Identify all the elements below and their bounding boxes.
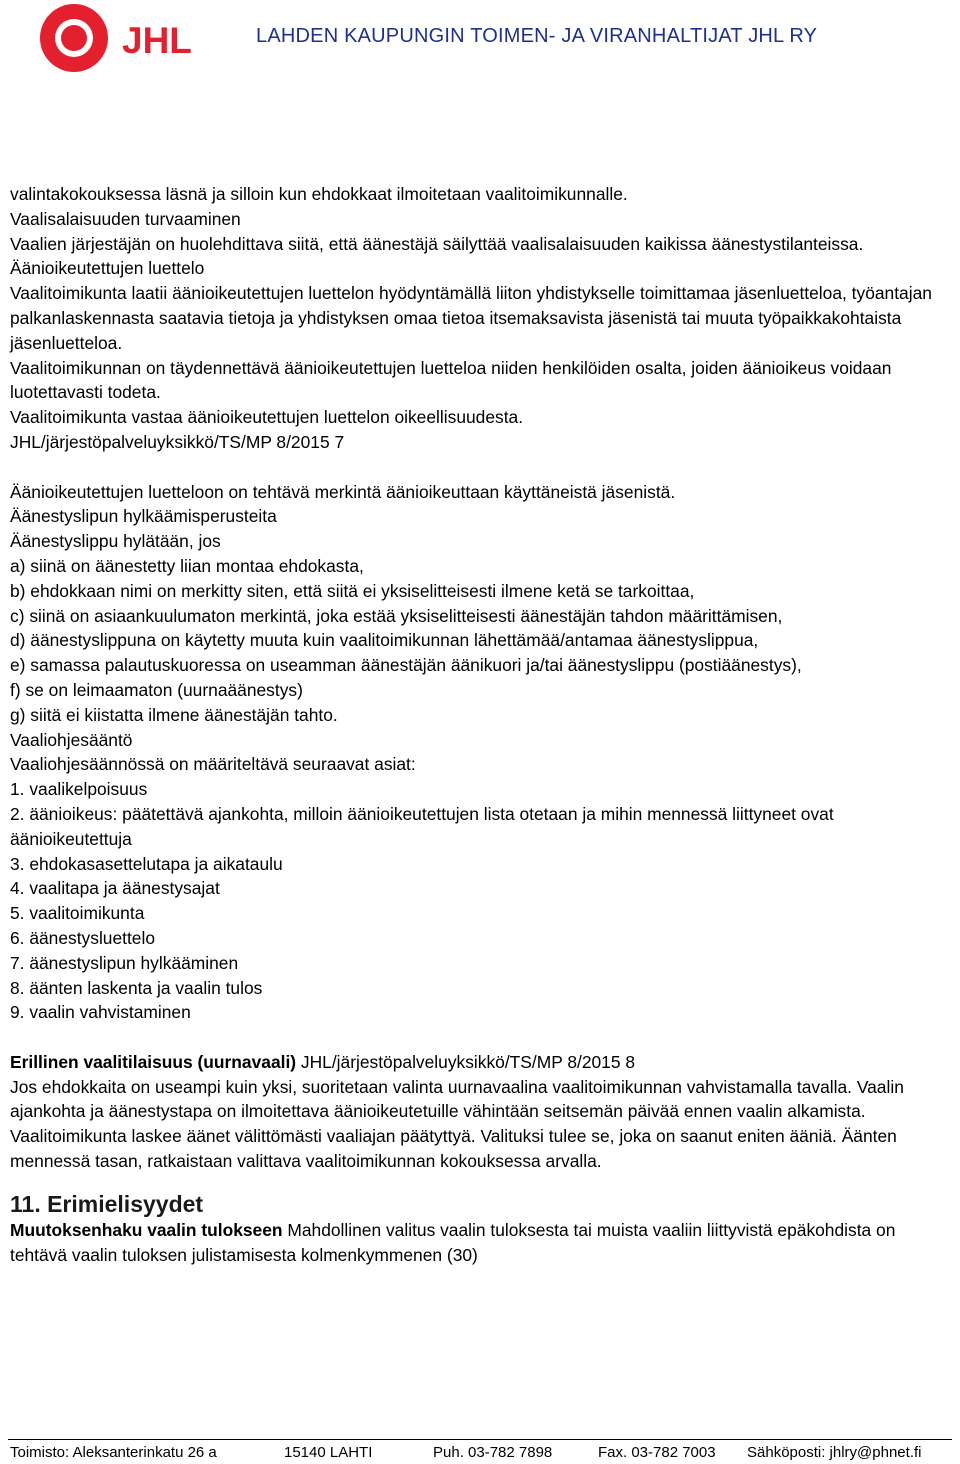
footer-fax: Fax. 03-782 7003 [598,1444,716,1461]
subheading: Äänestyslipun hylkäämisperusteita [10,506,277,527]
logo-text: JHL [122,20,192,61]
paragraph: Vaaliohjesäännössä on määriteltävä seuraavat asiat: [10,754,416,775]
page-header [0,0,960,80]
paragraph: Vaalitoimikunta laatii äänioikeutettujen luettelon hyödyntämällä liiton yhdistykselle toimittamaa jäsenluetteloa, työantajan palkanlaskennasta saatavia tietoja ja yhdistyksen omaa tietoa itsemaksavista jäsenistä tai muuta työpaikkakohtaista jäsenluetteloa. [10,283,932,353]
list-item: e) samassa palautuskuoressa on useamman äänestäjän äänikuori ja/tai äänestyslippu (postiäänestys), [10,655,802,676]
list-item: 9. vaalin vahvistaminen [10,1002,191,1023]
subheading: Äänioikeutettujen luettelo [10,258,205,279]
paragraph: Vaalien järjestäjän on huolehdittava siitä, että äänestäjä säilyttää vaalisalaisuuden kaikissa äänestystilanteissa. [10,233,864,254]
list-item: f) se on leimaamaton (uurnaäänestys) [10,679,303,700]
list-item: 6. äänestysluettelo [10,927,156,948]
list-item: a) siinä on äänestetty liian montaa ehdokasta, [10,555,364,576]
paragraph: Äänestyslippu hylätään, jos [10,531,221,552]
section-heading: 11. Erimielisyydet [10,1190,204,1217]
footer-postal: 15140 LAHTI [284,1444,373,1461]
list-item: 7. äänestyslipun hylkääminen [10,952,239,973]
separate-vote-title: Erillinen vaalitilaisuus (uurnavaali) [10,1051,297,1072]
list-item: 8. äänten laskenta ja vaalin tulos [10,977,263,998]
paragraph: Äänioikeutettujen luetteloon on tehtävä merkintä äänioikeuttaan käyttäneistä jäsenistä. [10,481,676,502]
subheading: Vaaliohjesääntö [10,729,133,750]
list-item: d) äänestyslippuna on käytetty muuta kuin vaalitoimikunnan lähettämää/antamaa äänestyslippua, [10,630,759,651]
paragraph: valintakokouksessa läsnä ja silloin kun ehdokkaat ilmoitetaan vaalitoimikunnalle. [10,184,628,204]
separate-vote-heading [10,1050,952,1075]
list-item: 1. vaalikelpoisuus [10,779,148,800]
appeal-text: Mahdollinen valitus vaalin tuloksesta tai muista vaaliin liittyvistä epäkohdista on tehtävä vaalin tuloksen julistamisesta kolmenkymmenen (30) [10,1219,896,1265]
document-body [10,182,952,1267]
paragraph: Vaalitoimikunta vastaa äänioikeutettujen luettelon oikeellisuudesta. [10,407,524,428]
appeal-title: Muutoksenhaku vaalin tulokseen [10,1219,283,1240]
paragraph: Jos ehdokkaita on useampi kuin yksi, suoritetaan valinta uurnavaalina vaalitoimikunnan vahvistamalla tavalla. Vaalin ajankohta ja äänestystapa on ilmoitettava äänioikeutetuille vähintään seitsemän päivää ennen vaalin alkamista. [10,1076,904,1122]
subheading: Vaalisalaisuuden turvaaminen [10,208,241,229]
list-item: 3. ehdokasasettelutapa ja aikataulu [10,853,283,874]
paragraph: Vaalitoimikunta laskee äänet välittömästi vaaliajan päätyttyä. Valituksi tulee se, joka on saanut eniten ääniä. Äänten mennessä tasan, ratkaistaan valittava vaalitoimikunnan kokouksessa arvalla. [10,1126,897,1172]
list-item: c) siinä on asiaankuulumaton merkintä, joka estää yksiselitteisesti äänestäjän tahdon määrittämisen, [10,605,783,626]
footer-divider [8,1439,952,1440]
footer-email: Sähköposti: jhlry@phnet.fi [747,1444,922,1461]
page-reference: JHL/järjestöpalveluyksikkö/TS/MP 8/2015 7 [10,431,345,452]
organization-name: LAHDEN KAUPUNGIN TOIMEN- JA VIRANHALTIJAT JHL RY [256,25,818,47]
jhl-logo [28,2,218,74]
paragraph [10,1218,952,1268]
footer-office: Toimisto: Aleksanterinkatu 26 a [10,1444,217,1461]
footer-phone: Puh. 03-782 7898 [433,1444,553,1461]
separate-vote-reference: JHL/järjestöpalveluyksikkö/TS/MP 8/2015 8 [296,1051,636,1072]
list-item: 4. vaalitapa ja äänestysajat [10,878,220,899]
paragraph: Vaalitoimikunnan on täydennettävä äänioikeutettujen luetteloa niiden henkilöiden osalta, joiden äänioikeus voidaan luotettavasti todeta. [10,357,892,403]
list-item: b) ehdokkaan nimi on merkitty siten, että siitä ei yksiselitteisesti ilmene ketä se tarkoittaa, [10,580,695,601]
list-item: 2. äänioikeus: päätettävä ajankohta, milloin äänioikeutettujen lista otetaan ja mihin mennessä liittyneet ovat äänioikeutettuja [10,803,834,849]
list-item: 5. vaalitoimikunta [10,903,145,924]
logo-circle-core [61,25,87,51]
list-item: g) siitä ei kiistatta ilmene äänestäjän tahto. [10,704,338,725]
